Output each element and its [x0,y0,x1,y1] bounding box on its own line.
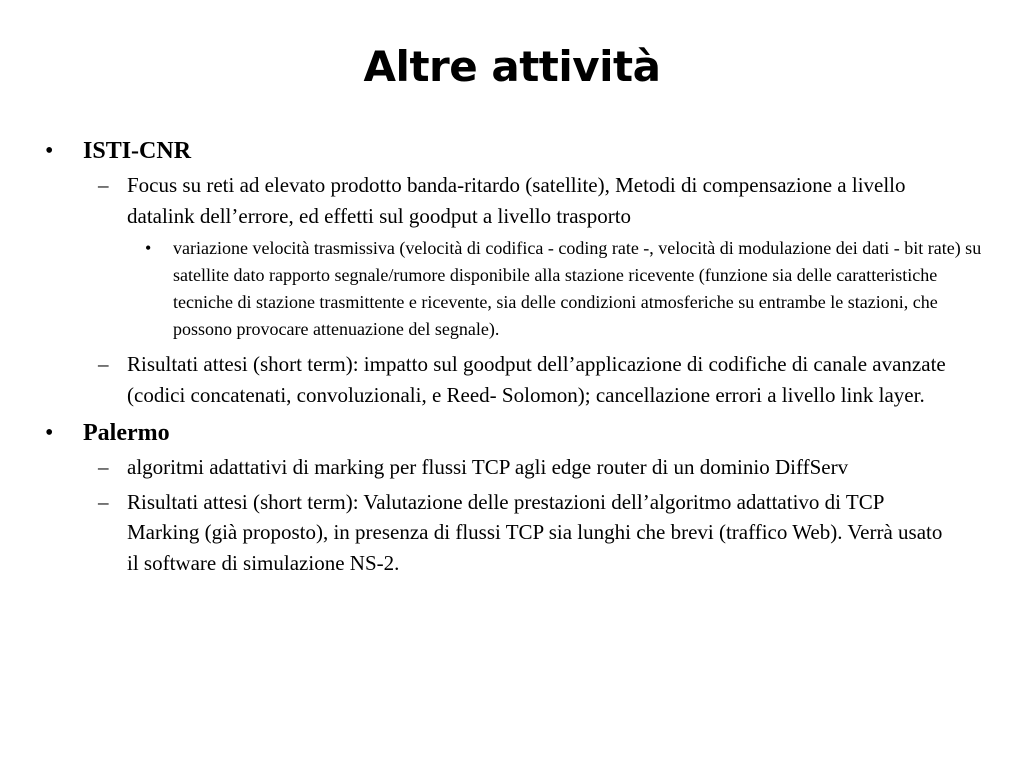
slide-content [0,136,1024,578]
section-heading-palermo [0,418,1024,448]
dash-icon: – [98,489,109,514]
section-heading-text: Palermo [83,420,170,446]
list-item [0,349,1024,410]
bullet-icon: • [45,138,54,164]
bullet-icon: • [145,238,152,258]
list-item [0,452,1024,483]
list-item-text: algoritmi adattativi di marking per flussi TCP agli edge router di un dominio DiffServ [127,455,849,479]
list-item-text: Focus su reti ad elevato prodotto banda-ritardo (satellite), Metodi di compensazione a livello datalink dell’errore, ed effetti sul goodput a livello trasporto [127,173,906,228]
slide-title: Altre attività [363,42,661,91]
list-item [0,170,1024,231]
section-heading-isti-cnr [0,136,1024,166]
dash-icon: – [98,352,109,376]
list-item-text: Risultati attesi (short term): Valutazione delle prestazioni dell’algoritmo adattativo di TCP Marking (già proposto), in presenza di flussi TCP sia lunghi che brevi (traffico Web). Verrà usato il software di simulazione NS-2. [127,489,943,575]
list-item-text: Risultati attesi (short term): impatto sul goodput dell’applicazione di codifiche di canale avanzate (codici concatenati, convoluzionali, e Reed- Solomon); cancellazione errori a livello link layer. [127,352,946,407]
dash-icon: – [98,173,109,197]
sub-list-item-text: variazione velocità trasmissiva (velocità di codifica - coding rate -, velocità di modulazione dei dati - bit rate) su satellite dato rapporto segnale/rumore disponibile alla stazione ricevente (funzione sia delle caratteristiche tecniche di stazione trasmittente e ricevente, sia delle condizioni atmosferiche su entrambe le stazioni, che possono provocare attenuazione del segnale). [173,238,982,339]
section-heading-text: ISTI-CNR [83,138,192,164]
list-item [0,487,1024,579]
dash-icon: – [98,455,109,479]
sub-list-item [0,235,1024,343]
bullet-icon: • [45,420,54,446]
